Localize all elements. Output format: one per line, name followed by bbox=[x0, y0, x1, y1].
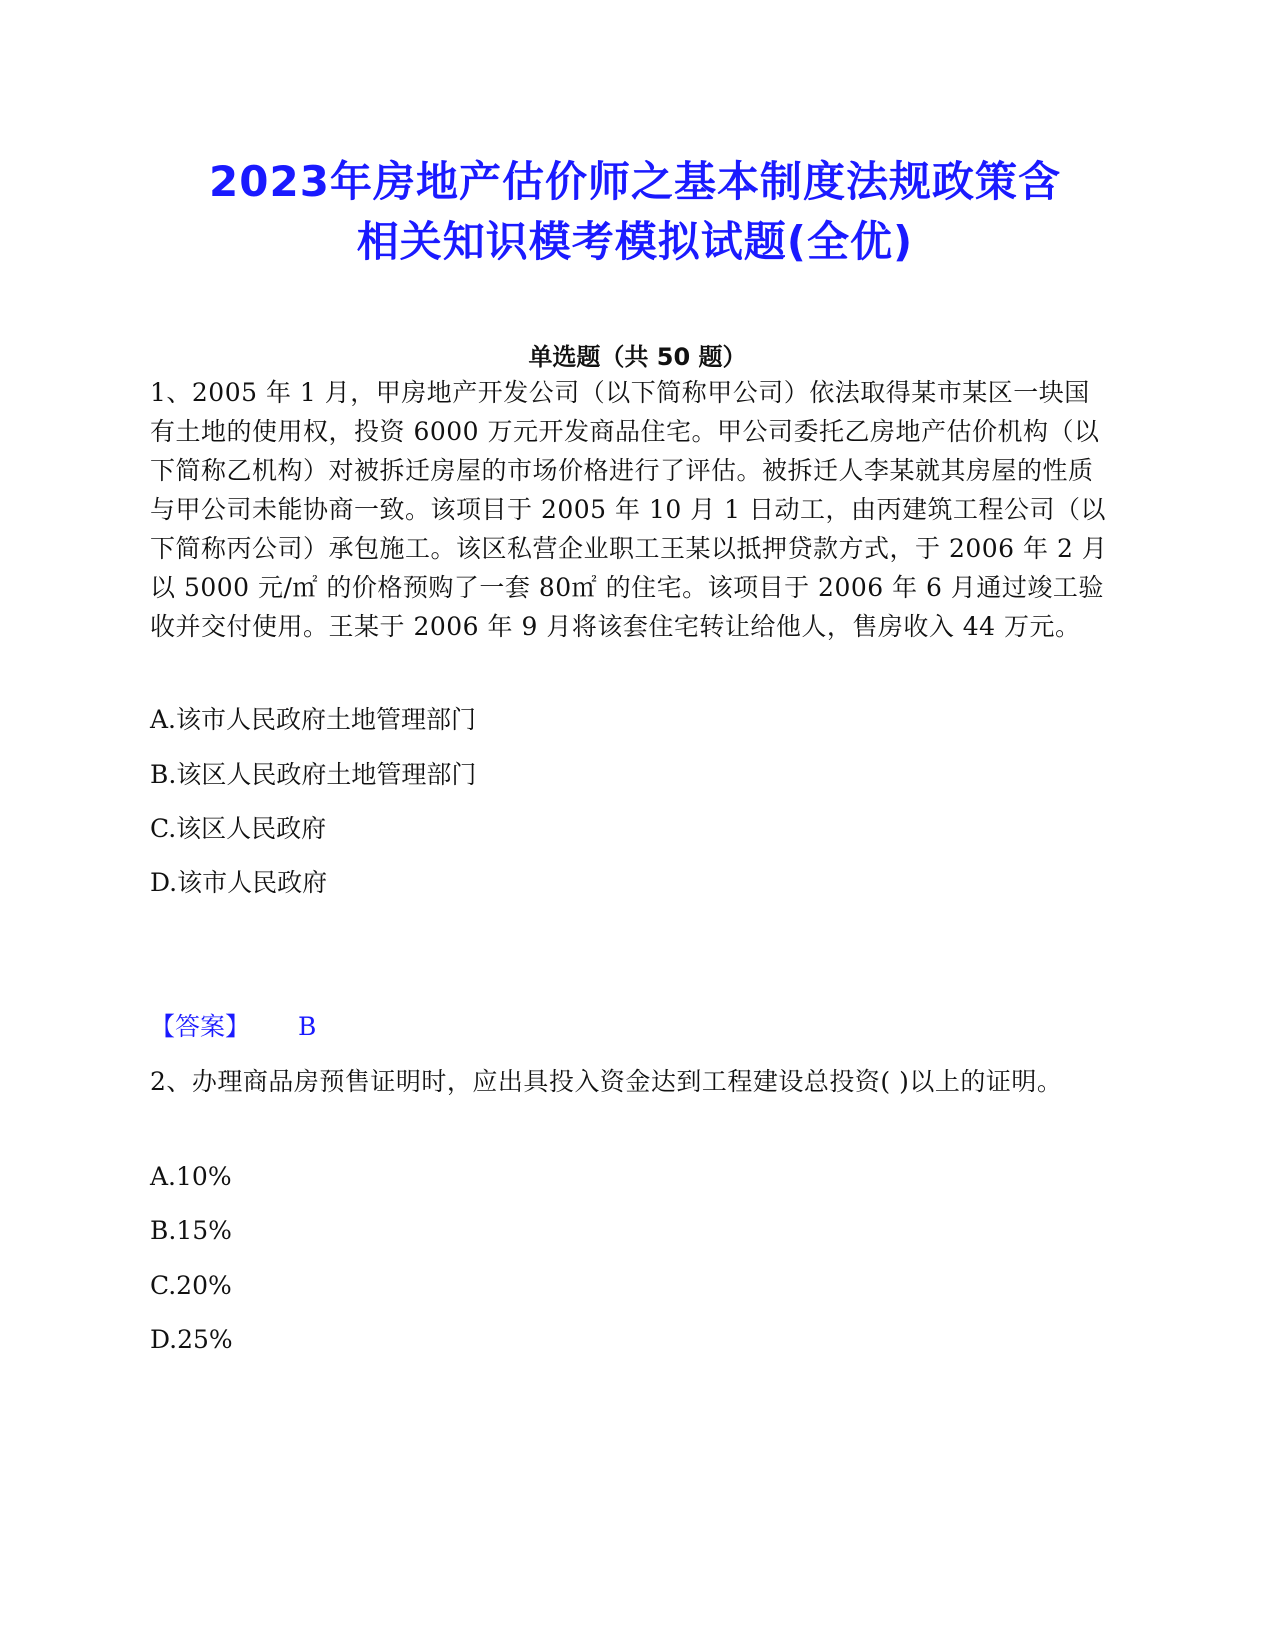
question-1-option-c: C.该区人民政府 bbox=[150, 814, 327, 843]
question-1-stem: 1、2005 年 1 月，甲房地产开发公司（以下简称甲公司）依法取得某市某区一块国有土地的使用权，投资 6000 万元开发商品住宅。甲公司委托乙房地产估价机构（以下简称乙机构）对被拆迁房屋的市场价格进行了评估。被拆迁人李某就其房屋的性质与甲公司未能协商一致。该项目于 2005 年 10 月 1 日动工，由丙建筑工程公司（以下简称丙公司）承包施工。该区私营企业职工王某以抵押贷款方式，于 2006 年 2 月以 5000 元/㎡ 的价格预购了一套 80㎡ 的住宅。该项目于 2006 年 6 月通过竣工验收并交付使用。王某于 2006 年 9 月将该套住宅转让给他人，售房收入 44 万元。 bbox=[150, 378, 1108, 641]
question-1-option-b: B.该区人民政府土地管理部门 bbox=[150, 760, 477, 789]
answer-value: B bbox=[298, 1012, 317, 1041]
question-1-option-d: D.该市人民政府 bbox=[150, 868, 328, 897]
question-2-option-b: B.15% bbox=[150, 1216, 232, 1245]
question-2-stem: 2、办理商品房预售证明时，应出具投入资金达到工程建设总投资( )以上的证明。 bbox=[150, 1067, 1063, 1096]
question-2-option-a: A.10% bbox=[150, 1162, 232, 1191]
section-heading: 单选题（共 50 题） bbox=[528, 343, 747, 371]
question-1-answer bbox=[150, 1010, 316, 1044]
question-2-option-c: C.20% bbox=[150, 1271, 232, 1300]
title-line-1: 2023年房地产估价师之基本制度法规政策含 bbox=[209, 157, 1061, 206]
document-title bbox=[140, 152, 1130, 272]
question-1-option-a: A.该市人民政府土地管理部门 bbox=[150, 705, 477, 734]
question-2-option-d: D.25% bbox=[150, 1325, 233, 1354]
answer-label: 【答案】 bbox=[150, 1012, 251, 1041]
title-line-2: 相关知识模考模拟试题(全优) bbox=[356, 217, 914, 266]
